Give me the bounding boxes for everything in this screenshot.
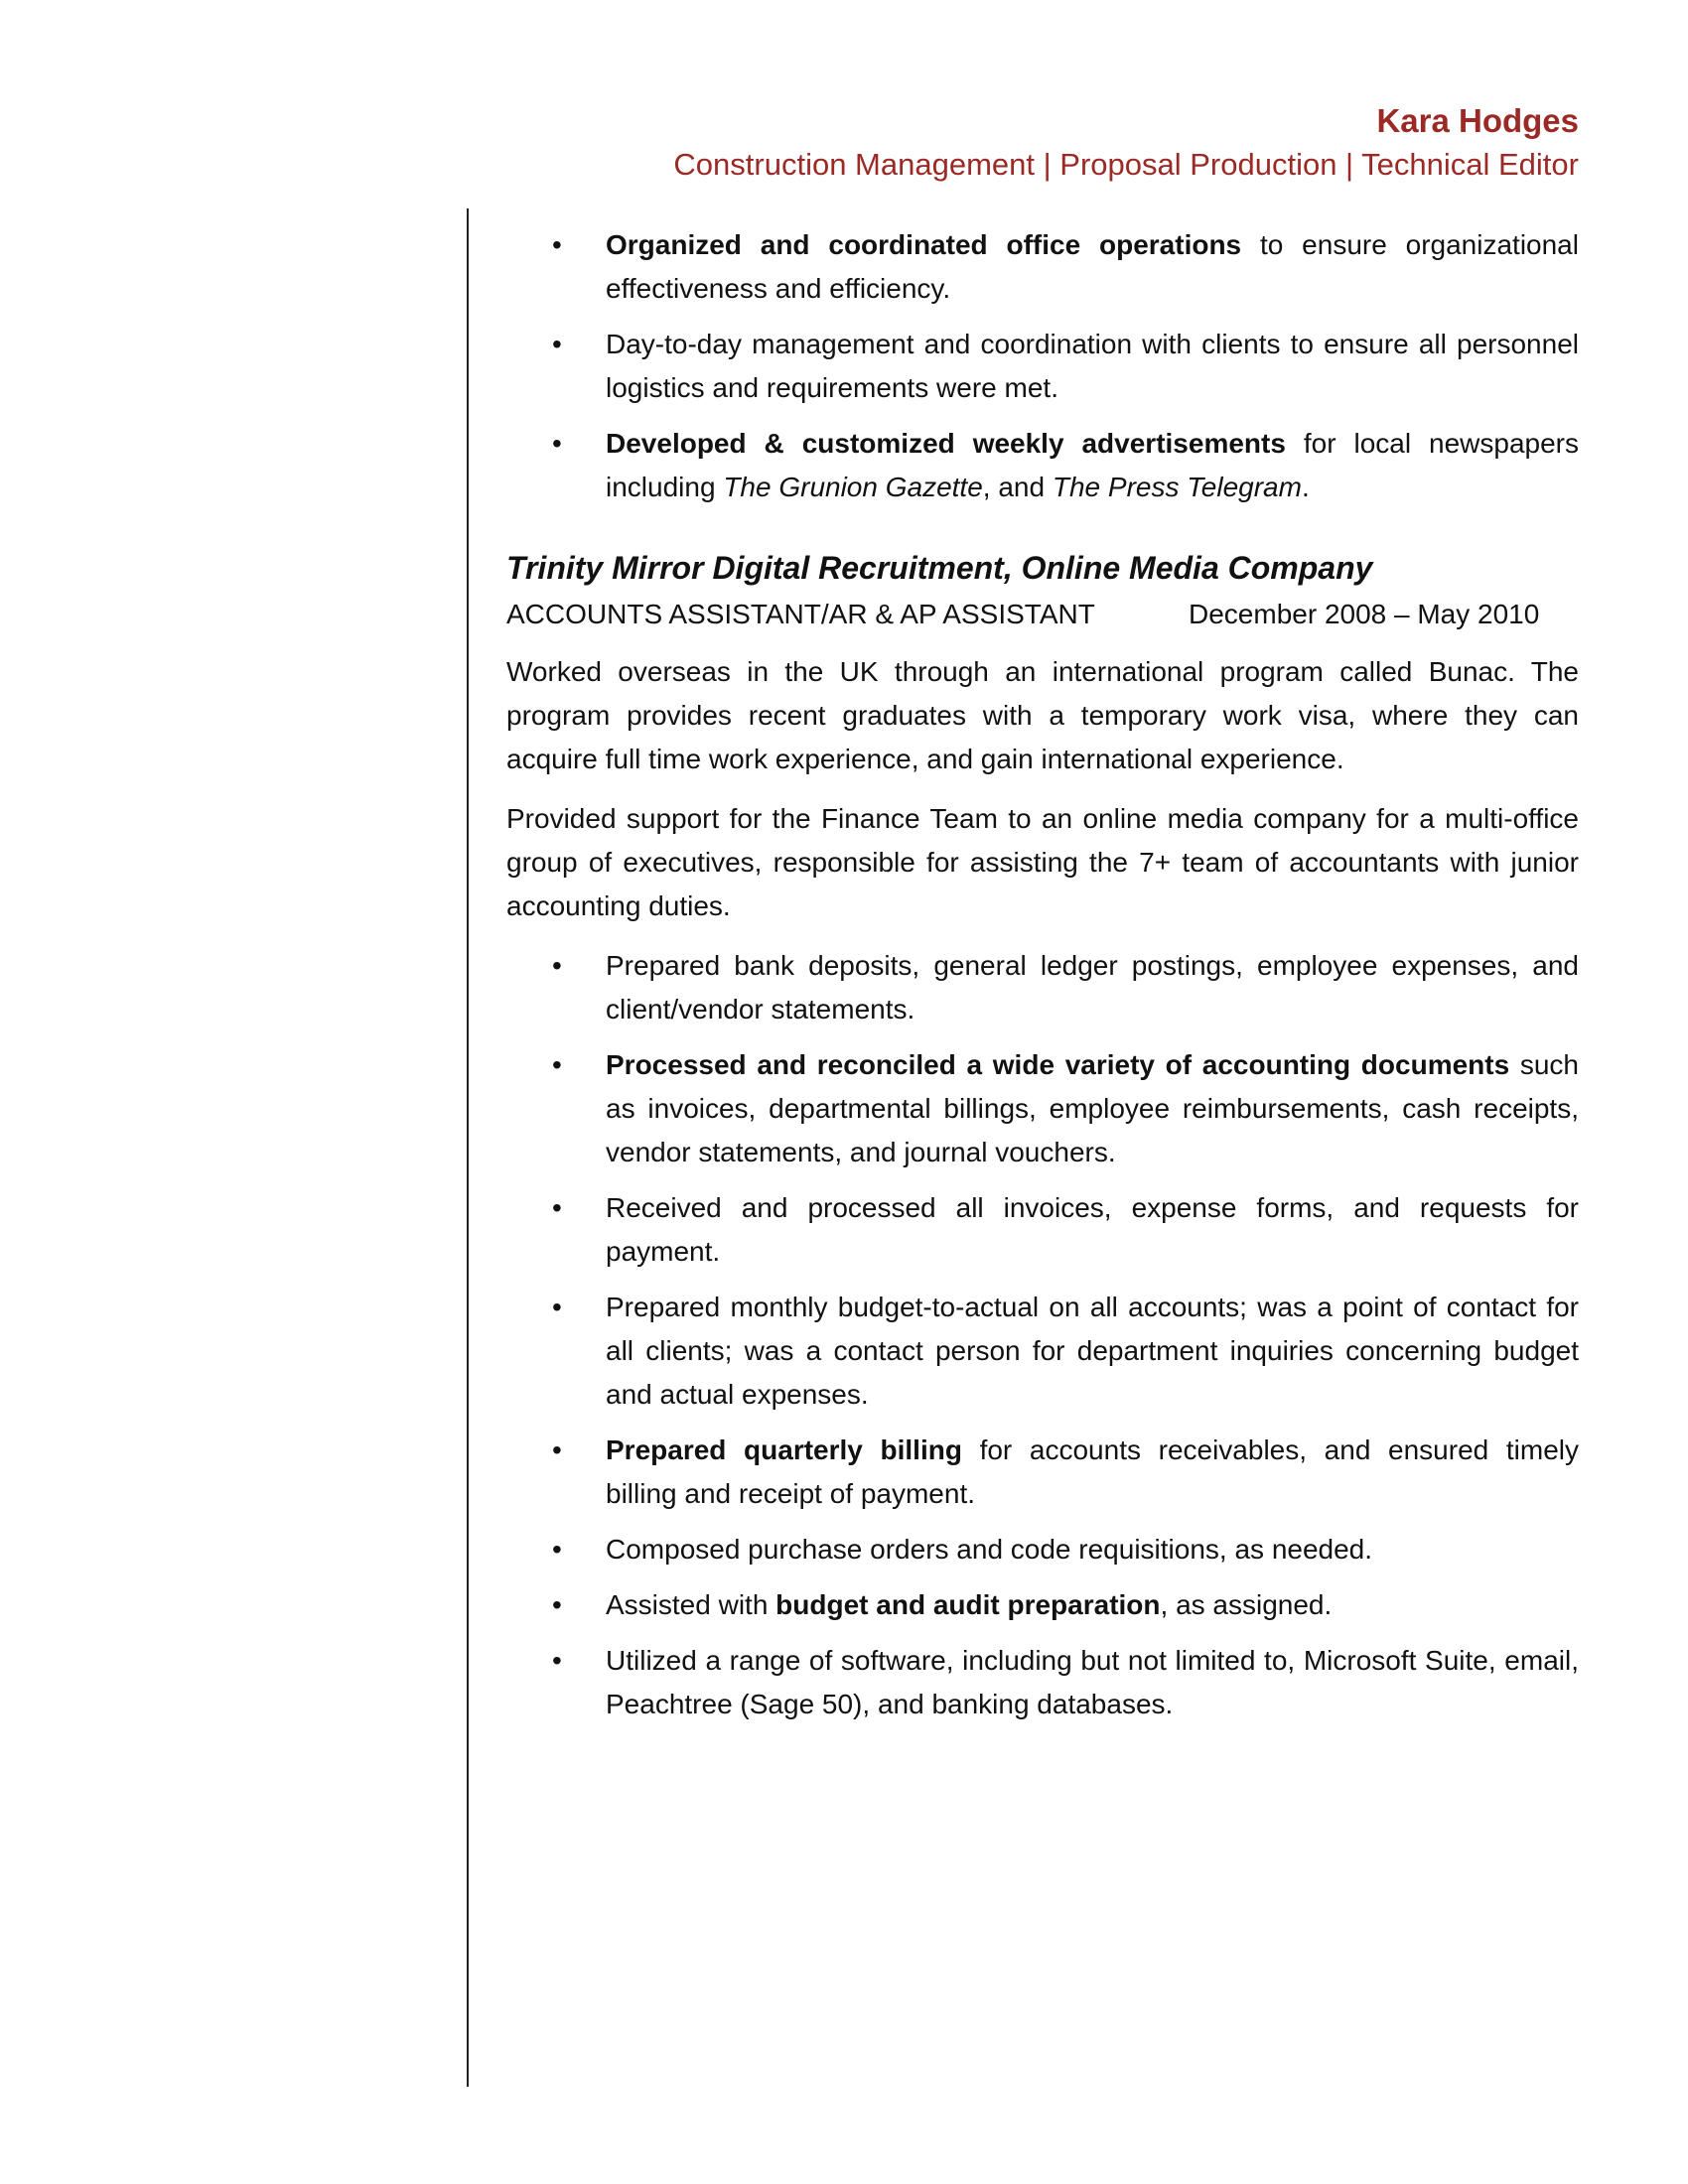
bullet-dot: • — [552, 1645, 562, 1676]
job-role-line — [506, 593, 1579, 634]
job-bullets — [506, 944, 1579, 1726]
list-item: • Developed & customized weekly advertisements for local newspapers including The Grunion Gazette, and The Press Telegram. — [506, 422, 1579, 509]
vertical-divider — [467, 208, 469, 2087]
resume-header — [673, 99, 1579, 187]
bullet-dot: • — [552, 1292, 562, 1322]
candidate-name: Kara Hodges — [1376, 102, 1579, 139]
list-item: • Day-to-day management and coordination with clients to ensure all personnel logistics and requirements were met. — [506, 323, 1579, 410]
list-item: • Assisted with budget and audit preparation, as assigned. — [506, 1583, 1579, 1627]
bullet-dot: • — [552, 1534, 562, 1565]
job-dates: December 2008 – May 2010 — [1189, 599, 1540, 629]
list-item: • Received and processed all invoices, expense forms, and requests for payment. — [506, 1186, 1579, 1274]
previous-job-bullets — [506, 223, 1579, 509]
list-item: • Processed and reconciled a wide variety of accounting documents such as invoices, departmental billings, employee reimbursements, cash receipts, vendor statements, and journal vouchers. — [506, 1043, 1579, 1174]
bullet-dot: • — [552, 1589, 562, 1620]
resume-content — [506, 223, 1579, 1738]
bullet-dot: • — [552, 329, 562, 359]
list-item: • Utilized a range of software, including but not limited to, Microsoft Suite, email, Peachtree (Sage 50), and banking databases. — [506, 1639, 1579, 1726]
candidate-subtitle: Construction Management | Proposal Production | Technical Editor — [673, 147, 1579, 182]
job-description-1: Worked overseas in the UK through an international program called Bunac. The program provides recent graduates with a temporary work visa, where they can acquire full time work experience, and gain international experience. — [506, 656, 1579, 774]
bullet-dot: • — [552, 950, 562, 981]
job-description-2: Provided support for the Finance Team to an online media company for a multi-office group of executives, responsible for assisting the 7+ team of accountants with junior accounting duties. — [506, 803, 1579, 921]
bullet-dot: • — [552, 1049, 562, 1080]
bullet-dot: • — [552, 229, 562, 260]
list-item: • Prepared bank deposits, general ledger postings, employee expenses, and client/vendor statements. — [506, 944, 1579, 1031]
job-role: ACCOUNTS ASSISTANT/AR & AP ASSISTANT — [506, 599, 1095, 629]
list-item: • Composed purchase orders and code requisitions, as needed. — [506, 1528, 1579, 1571]
job-company-title: Trinity Mirror Digital Recruitment, Online Media Company — [506, 550, 1373, 586]
list-item: • Prepared monthly budget-to-actual on all accounts; was a point of contact for all clients; was a contact person for department inquiries concerning budget and actual expenses. — [506, 1286, 1579, 1417]
bullet-dot: • — [552, 1434, 562, 1465]
bullet-dot: • — [552, 428, 562, 459]
bullet-dot: • — [552, 1192, 562, 1223]
list-item: • Prepared quarterly billing for accounts receivables, and ensured timely billing and receipt of payment. — [506, 1429, 1579, 1516]
list-item: • Organized and coordinated office operations to ensure organizational effectiveness and efficiency. — [506, 223, 1579, 311]
